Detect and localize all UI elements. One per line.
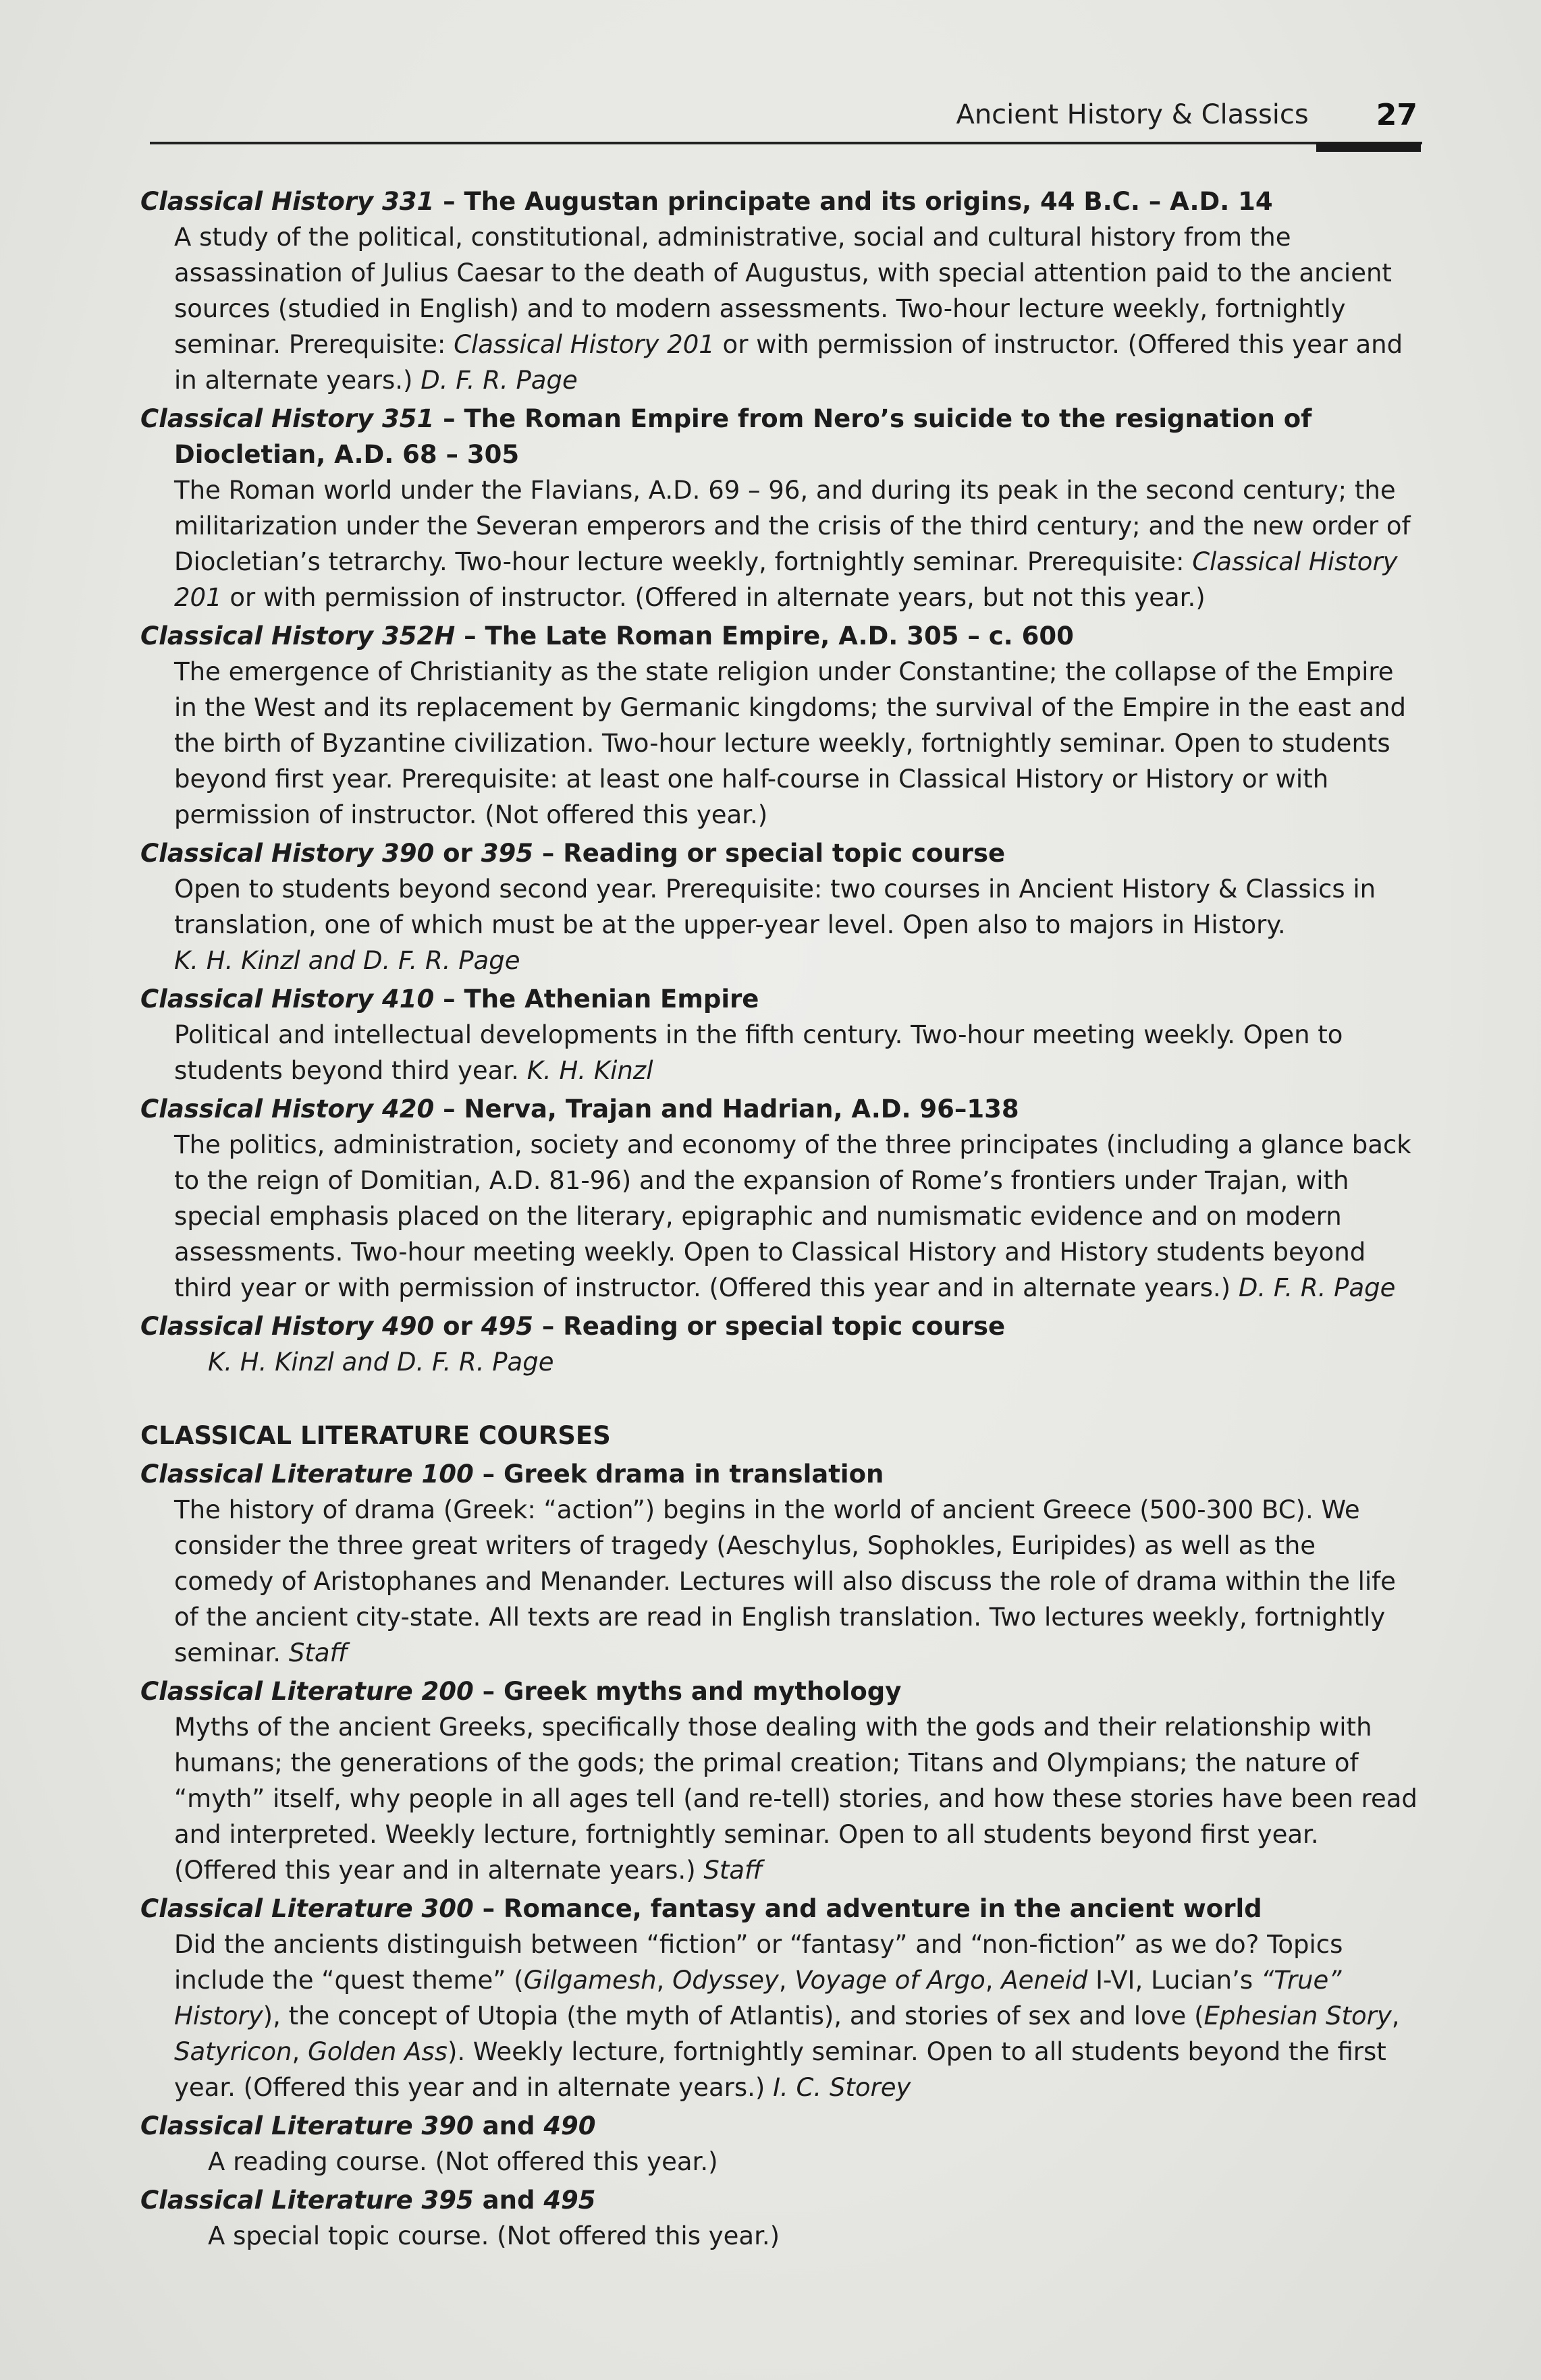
course-description-italic: Aeneid bbox=[1001, 1966, 1088, 1995]
course-name: – Romance, fantasy and adventure in the ancient world bbox=[473, 1894, 1262, 1923]
course-code: Classical Literature 300 bbox=[140, 1894, 474, 1923]
course-description bbox=[140, 1492, 1420, 1671]
course-entry bbox=[140, 1456, 1420, 1671]
course-description-italic: Classical History 201 bbox=[454, 330, 715, 359]
course-name-continued: Diocletian, A.D. 68 – 305 bbox=[174, 440, 520, 469]
course-title bbox=[140, 184, 1420, 219]
course-description bbox=[140, 1127, 1420, 1306]
course-description bbox=[140, 1017, 1420, 1088]
course-name: – Greek drama in translation bbox=[473, 1460, 884, 1489]
course-instructor bbox=[140, 1344, 1420, 1380]
course-description-text: , bbox=[656, 1966, 673, 1995]
course-description-text: A study of the political, constitutional, administrative, social and cultural history from the assassination of Julius Caesar to the death of Augustus, with special attention paid to the ancient sources (studied in English) and to modern assessments. Two-hour lecture weekly, fortnightly seminar. Prerequisite: bbox=[174, 223, 1392, 359]
course-entry bbox=[140, 981, 1420, 1088]
course-entry bbox=[140, 184, 1420, 398]
course-entry bbox=[140, 2182, 1420, 2254]
course-instructor-name: K. H. Kinzl and D. F. R. Page bbox=[208, 1348, 554, 1377]
course-description-text: Myths of the ancient Greeks, specifically those dealing with the gods and their relationship with humans; the generations of the gods; the primal creation; Titans and Olympians; the nature of “myth” itself, why people in all ages tell (and re-tell) stories, and how these stories have been read and interpreted. Weekly lecture, fortnightly seminar. Open to all students beyond first year. (Offered this year and in alternate years.) bbox=[174, 1713, 1417, 1885]
course-instructor bbox=[140, 943, 1420, 978]
course-description-italic: Satyricon bbox=[174, 2037, 292, 2066]
course-code-alt: 495 bbox=[481, 1312, 533, 1341]
course-description-text: or with permission of instructor. (Offered this year and in alternate years.) bbox=[174, 330, 1403, 395]
course-description-text: ). Weekly lecture, fortnightly seminar. Open to all students beyond the first year. (Offered this year and in alternate years.) bbox=[174, 2037, 1386, 2102]
literature-section-heading: CLASSICAL LITERATURE COURSES bbox=[140, 1421, 611, 1450]
history-course-list bbox=[140, 184, 1420, 1380]
course-code: Classical History 490 bbox=[140, 1312, 435, 1341]
course-description-italic: “True” History bbox=[174, 1966, 1342, 2030]
header-rule bbox=[150, 142, 1422, 144]
course-code: Classical History 410 bbox=[140, 985, 435, 1014]
page-number: 27 bbox=[1376, 97, 1417, 132]
course-description-italic: Golden Ass bbox=[308, 2037, 448, 2066]
course-name: – The Roman Empire from Nero’s suicide to the resignation of bbox=[434, 404, 1312, 433]
page-content bbox=[140, 184, 1420, 2257]
course-code: Classical History 420 bbox=[140, 1095, 435, 1124]
course-code-joiner: and bbox=[473, 2111, 544, 2140]
course-entry bbox=[140, 618, 1420, 833]
course-code: Classical History 352H bbox=[140, 621, 456, 651]
course-code-alt: 495 bbox=[543, 2186, 596, 2215]
course-description-italic: Classical History 201 bbox=[174, 547, 1398, 612]
course-description-text: or with permission of instructor. (Offered in alternate years, but not this year.) bbox=[221, 583, 1206, 612]
course-code: Classical Literature 390 bbox=[140, 2111, 474, 2140]
course-code: Classical Literature 200 bbox=[140, 1677, 474, 1706]
header-rule-tab bbox=[1316, 142, 1421, 152]
course-description-text: A special topic course. (Not offered this year.) bbox=[208, 2221, 780, 2250]
course-description-text: Did the ancients distinguish between “fiction” or “fantasy” and “non-fiction” as we do? Topics include the “quest theme” ( bbox=[174, 1930, 1343, 1995]
running-head bbox=[931, 94, 1431, 135]
course-entry bbox=[140, 1891, 1420, 2105]
course-name: – Reading or special topic course bbox=[533, 1312, 1006, 1341]
course-description bbox=[140, 654, 1420, 833]
literature-course-list bbox=[140, 1456, 1420, 2254]
course-code-alt: 395 bbox=[481, 839, 533, 868]
course-description-text: ), the concept of Utopia (the myth of Atlantis), and stories of sex and love ( bbox=[263, 2001, 1204, 2030]
course-name: – Reading or special topic course bbox=[533, 839, 1006, 868]
course-code-alt: 490 bbox=[543, 2111, 596, 2140]
course-description-text: , bbox=[778, 1966, 795, 1995]
course-entry bbox=[140, 835, 1420, 978]
course-code: Classical History 331 bbox=[140, 187, 435, 216]
course-entry bbox=[140, 401, 1420, 615]
course-code: Classical Literature 100 bbox=[140, 1460, 474, 1489]
course-title bbox=[140, 401, 1420, 472]
course-description-italic: D. F. R. Page bbox=[421, 366, 578, 395]
course-description-italic: Staff bbox=[703, 1856, 763, 1885]
course-description-italic: K. H. Kinzl bbox=[526, 1056, 653, 1085]
course-description bbox=[140, 2144, 1420, 2180]
course-title bbox=[140, 981, 1420, 1017]
course-code: Classical History 351 bbox=[140, 404, 435, 433]
course-description-italic: Staff bbox=[288, 1638, 348, 1667]
course-description-text: Open to students beyond second year. Prerequisite: two courses in Ancient History & Classics in translation, one of which must be at the upper-year level. Open also to majors in History. bbox=[174, 875, 1376, 939]
course-description-text: A reading course. (Not offered this year.) bbox=[208, 2147, 718, 2176]
course-description bbox=[140, 871, 1420, 943]
running-head-section: Ancient History & Classics bbox=[956, 99, 1309, 130]
course-description bbox=[140, 2218, 1420, 2254]
course-description bbox=[140, 1927, 1420, 2105]
course-title bbox=[140, 835, 1420, 871]
course-name: – Greek myths and mythology bbox=[473, 1677, 902, 1706]
course-title bbox=[140, 1308, 1420, 1344]
course-description-italic: D. F. R. Page bbox=[1238, 1273, 1396, 1302]
course-description bbox=[140, 472, 1420, 615]
course-description-italic: Odyssey bbox=[672, 1966, 779, 1995]
course-instructor-name: K. H. Kinzl and D. F. R. Page bbox=[174, 946, 520, 975]
course-description-text: The history of drama (Greek: “action”) begins in the world of ancient Greece (500-300 BC). We consider the three great writers of tragedy (Aeschylus, Sophokles, Euripides) as well as the comedy of Aristophanes and Menander. Lectures will also discuss the role of drama within the life of the ancient city-state. All texts are read in English translation. Two lectures weekly, fortnightly seminar. bbox=[174, 1495, 1396, 1667]
course-description-text: The politics, administration, society and economy of the three principates (including a glance back to the reign of Domitian, A.D. 81-96) and the expansion of Rome’s frontiers under Trajan, with special emphasis placed on the literary, epigraphic and numismatic evidence and on modern assessments. Two-hour meeting weekly. Open to Classical History and History students beyond third year or with permission of instructor. (Offered this year and in alternate years.) bbox=[174, 1130, 1411, 1302]
course-entry bbox=[140, 2108, 1420, 2180]
course-title bbox=[140, 2182, 1420, 2218]
course-title bbox=[140, 1456, 1420, 1492]
course-description bbox=[140, 219, 1420, 398]
course-title bbox=[140, 1091, 1420, 1127]
course-name: – Nerva, Trajan and Hadrian, A.D. 96–138 bbox=[434, 1095, 1019, 1124]
course-description-text: , bbox=[292, 2037, 308, 2066]
course-code-joiner: or bbox=[434, 1312, 481, 1341]
course-title bbox=[140, 618, 1420, 654]
course-code: Classical History 390 bbox=[140, 839, 435, 868]
course-entry bbox=[140, 1091, 1420, 1306]
course-description-italic: I. C. Storey bbox=[773, 2073, 911, 2102]
course-description-text: The emergence of Christianity as the state religion under Constantine; the collapse of the Empire in the West and its replacement by Germanic kingdoms; the survival of the Empire in the east and the birth of Byzantine civilization. Two-hour lecture weekly, fortnightly seminar. Open to students beyond first year. Prerequisite: at least one half-course in Classical History or History or with permission of instructor. (Not offered this year.) bbox=[174, 657, 1406, 829]
course-description-italic: Ephesian Story bbox=[1204, 2001, 1392, 2030]
course-name: – The Athenian Empire bbox=[434, 985, 759, 1014]
course-name: – The Late Roman Empire, A.D. 305 – c. 600 bbox=[455, 621, 1074, 651]
course-code: Classical Literature 395 bbox=[140, 2186, 474, 2215]
course-entry bbox=[140, 1673, 1420, 1888]
course-code-joiner: or bbox=[434, 839, 481, 868]
course-description-text: , bbox=[1391, 2001, 1400, 2030]
course-description-text: I-VI, Lucian’s bbox=[1087, 1966, 1261, 1995]
course-description-text: Political and intellectual developments in the fifth century. Two-hour meeting weekly. Open to students beyond third year. bbox=[174, 1020, 1343, 1085]
course-entry bbox=[140, 1308, 1420, 1380]
course-title bbox=[140, 1673, 1420, 1709]
course-title bbox=[140, 2108, 1420, 2144]
course-description-italic: Gilgamesh bbox=[523, 1966, 657, 1995]
course-title bbox=[140, 1891, 1420, 1927]
course-description-text: The Roman world under the Flavians, A.D. 69 – 96, and during its peak in the second century; the militarization under the Severan emperors and the crisis of the third century; and the new order of Diocletian’s tetrarchy. Two-hour lecture weekly, fortnightly seminar. Prerequisite: bbox=[174, 476, 1411, 576]
course-description-italic: Voyage of Argo bbox=[794, 1966, 985, 1995]
course-description-text: , bbox=[985, 1966, 1002, 1995]
course-description bbox=[140, 1709, 1420, 1888]
course-code-joiner: and bbox=[473, 2186, 544, 2215]
course-name: – The Augustan principate and its origins, 44 B.C. – A.D. 14 bbox=[434, 187, 1273, 216]
